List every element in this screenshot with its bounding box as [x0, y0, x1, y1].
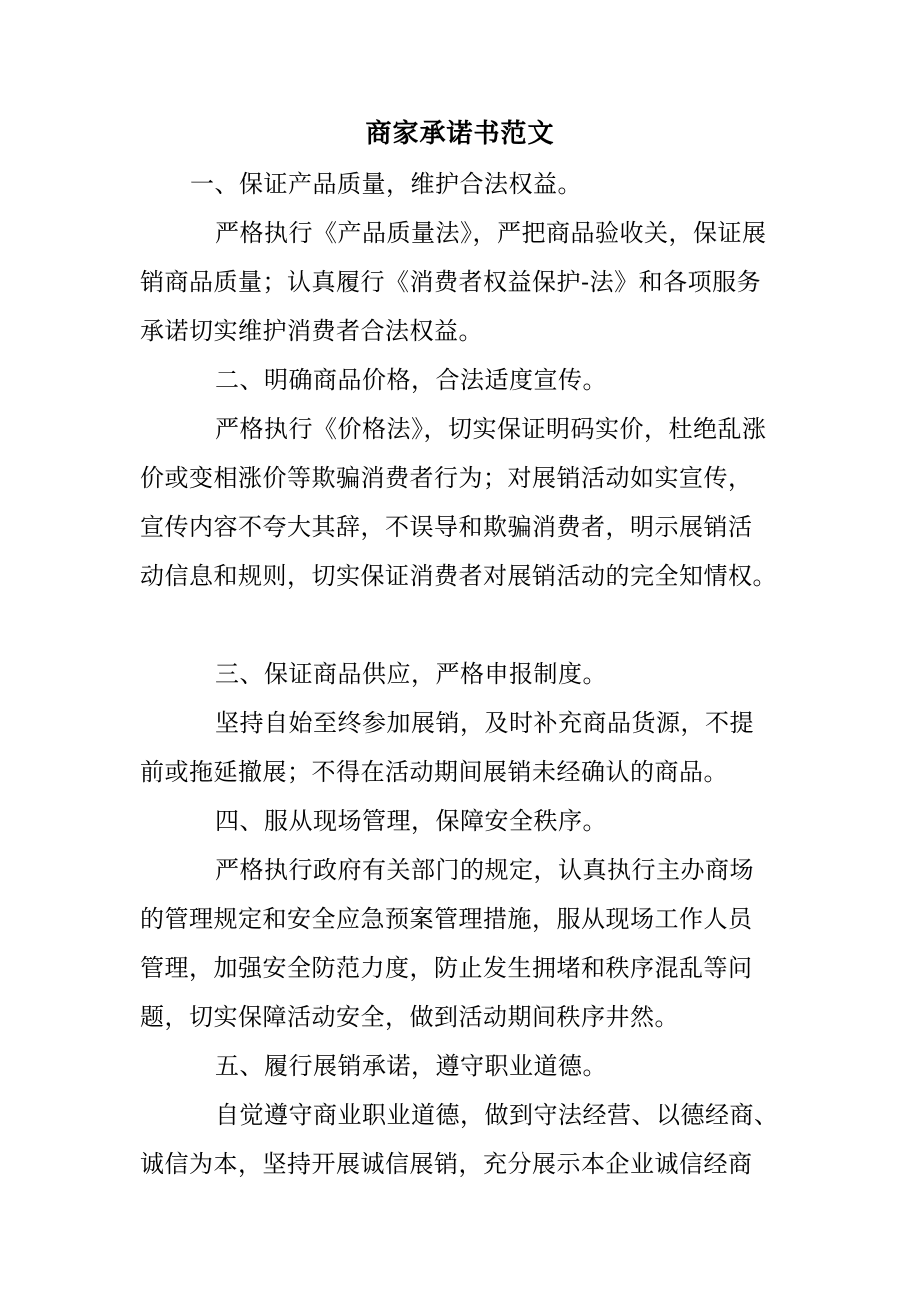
paragraph-line: 价或变相涨价等欺骗消费者行为；对展销活动如实宣传， — [140, 464, 753, 492]
section-heading-1: 一、保证产品质量，维护合法权益。 — [190, 170, 582, 198]
paragraph-line: 前或拖延撤展；不得在活动期间展销未经确认的商品。 — [140, 758, 728, 786]
paragraph-line: 自觉遵守商业职业道德，做到守法经营、以德经商、 — [215, 1101, 779, 1129]
paragraph-line: 的管理规定和安全应急预案管理措施，服从现场工作人员 — [140, 905, 753, 933]
paragraph-line: 宣传内容不夸大其辞，不误导和欺骗消费者，明示展销活 — [140, 513, 753, 541]
paragraph-line: 严格执行《产品质量法》，严把商品验收关，保证展 — [215, 219, 767, 247]
paragraph-line: 管理，加强安全防范力度，防止发生拥堵和秩序混乱等问 — [140, 954, 753, 982]
section-heading-5: 五、履行展销承诺，遵守职业道德。 — [215, 1052, 607, 1080]
section-heading-4: 四、服从现场管理，保障安全秩序。 — [215, 807, 607, 835]
paragraph-line: 题，切实保障活动安全，做到活动期间秩序井然。 — [140, 1003, 679, 1031]
paragraph-line: 严格执行政府有关部门的规定，认真执行主办商场 — [215, 856, 754, 884]
paragraph-line: 销商品质量；认真履行《消费者权益保护-法》和各项服务 — [140, 268, 762, 296]
section-heading-2: 二、明确商品价格，合法适度宣传。 — [215, 366, 607, 394]
section-heading-3: 三、保证商品供应，严格申报制度。 — [215, 660, 607, 688]
paragraph-line: 诚信为本，坚持开展诚信展销，充分展示本企业诚信经商 — [140, 1150, 753, 1178]
document-title: 商家承诺书范文 — [365, 119, 555, 149]
paragraph-line: 动信息和规则，切实保证消费者对展销活动的完全知情权。 — [140, 562, 777, 590]
paragraph-line: 严格执行《价格法》，切实保证明码实价，杜绝乱涨 — [215, 415, 767, 443]
paragraph-line: 坚持自始至终参加展销，及时补充商品货源，不提 — [215, 709, 754, 737]
paragraph-line: 承诺切实维护消费者合法权益。 — [140, 317, 483, 345]
